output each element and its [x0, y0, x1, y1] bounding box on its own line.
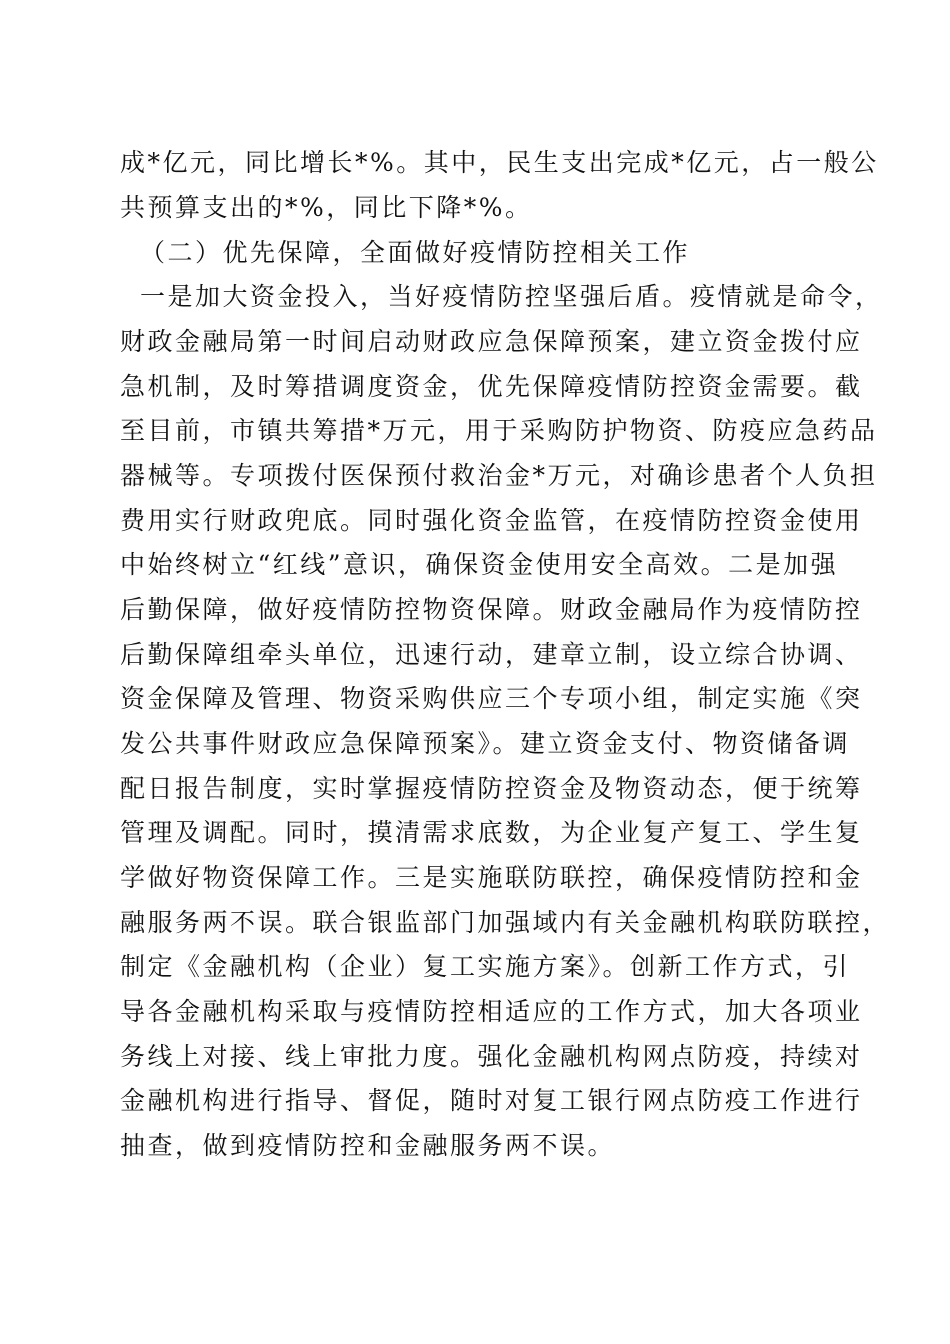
text-line: 财政金融局第一时间启动财政应急保障预案，建立资金拨付应	[120, 327, 863, 356]
text-line: 务线上对接、线上审批力度。强化金融机构网点防疫，持续对	[120, 1042, 863, 1071]
text-line: 成*亿元，同比增长*%。其中，民生支出完成*亿元，占一般公	[120, 148, 879, 177]
text-line: 学做好物资保障工作。三是实施联防联控，确保疫情防控和金	[120, 863, 863, 892]
text-line: 配日报告制度，实时掌握疫情防控资金及物资动态，便于统筹	[120, 774, 863, 803]
text-line: 急机制，及时筹措调度资金，优先保障疫情防控资金需要。截	[120, 372, 863, 401]
text-line: 器械等。专项拨付医保预付救治金*万元，对确诊患者个人负担	[120, 461, 878, 490]
text-line: 中始终树立“红线”意识，确保资金使用安全高效。二是加强	[120, 550, 839, 579]
text-line: 共预算支出的*%，同比下降*%。	[120, 193, 533, 222]
text-line: 发公共事件财政应急保障预案》。建立资金支付、物资储备调	[120, 729, 851, 758]
text-line: 一是加大资金投入，当好疫情防控坚强后盾。疫情就是命令，	[140, 282, 883, 311]
text-line: 抽查，做到疫情防控和金融服务两不误。	[120, 1131, 616, 1160]
text-line: 资金保障及管理、物资采购供应三个专项小组，制定实施《突	[120, 684, 863, 713]
text-line: 后勤保障，做好疫情防控物资保障。财政金融局作为疫情防控	[120, 595, 863, 624]
text-line: 费用实行财政兜底。同时强化资金监管，在疫情防控资金使用	[120, 506, 863, 535]
text-line: 金融机构进行指导、督促，随时对复工银行网点防疫工作进行	[120, 1086, 863, 1115]
section-heading: （二）优先保障，全面做好疫情防控相关工作	[140, 238, 691, 267]
text-line: 管理及调配。同时，摸清需求底数，为企业复产复工、学生复	[120, 818, 863, 847]
text-line: 导各金融机构采取与疫情防控相适应的工作方式，加大各项业	[120, 997, 863, 1026]
text-line: 至目前，市镇共筹措*万元，用于采购防护物资、防疫应急药品	[120, 416, 878, 445]
text-line: 后勤保障组牵头单位，迅速行动，建章立制，设立综合协调、	[120, 640, 863, 669]
text-line: 融服务两不误。联合银监部门加强域内有关金融机构联防联控，	[120, 908, 891, 937]
text-line: 制定《金融机构（企业）复工实施方案》。创新工作方式，引	[120, 952, 851, 981]
